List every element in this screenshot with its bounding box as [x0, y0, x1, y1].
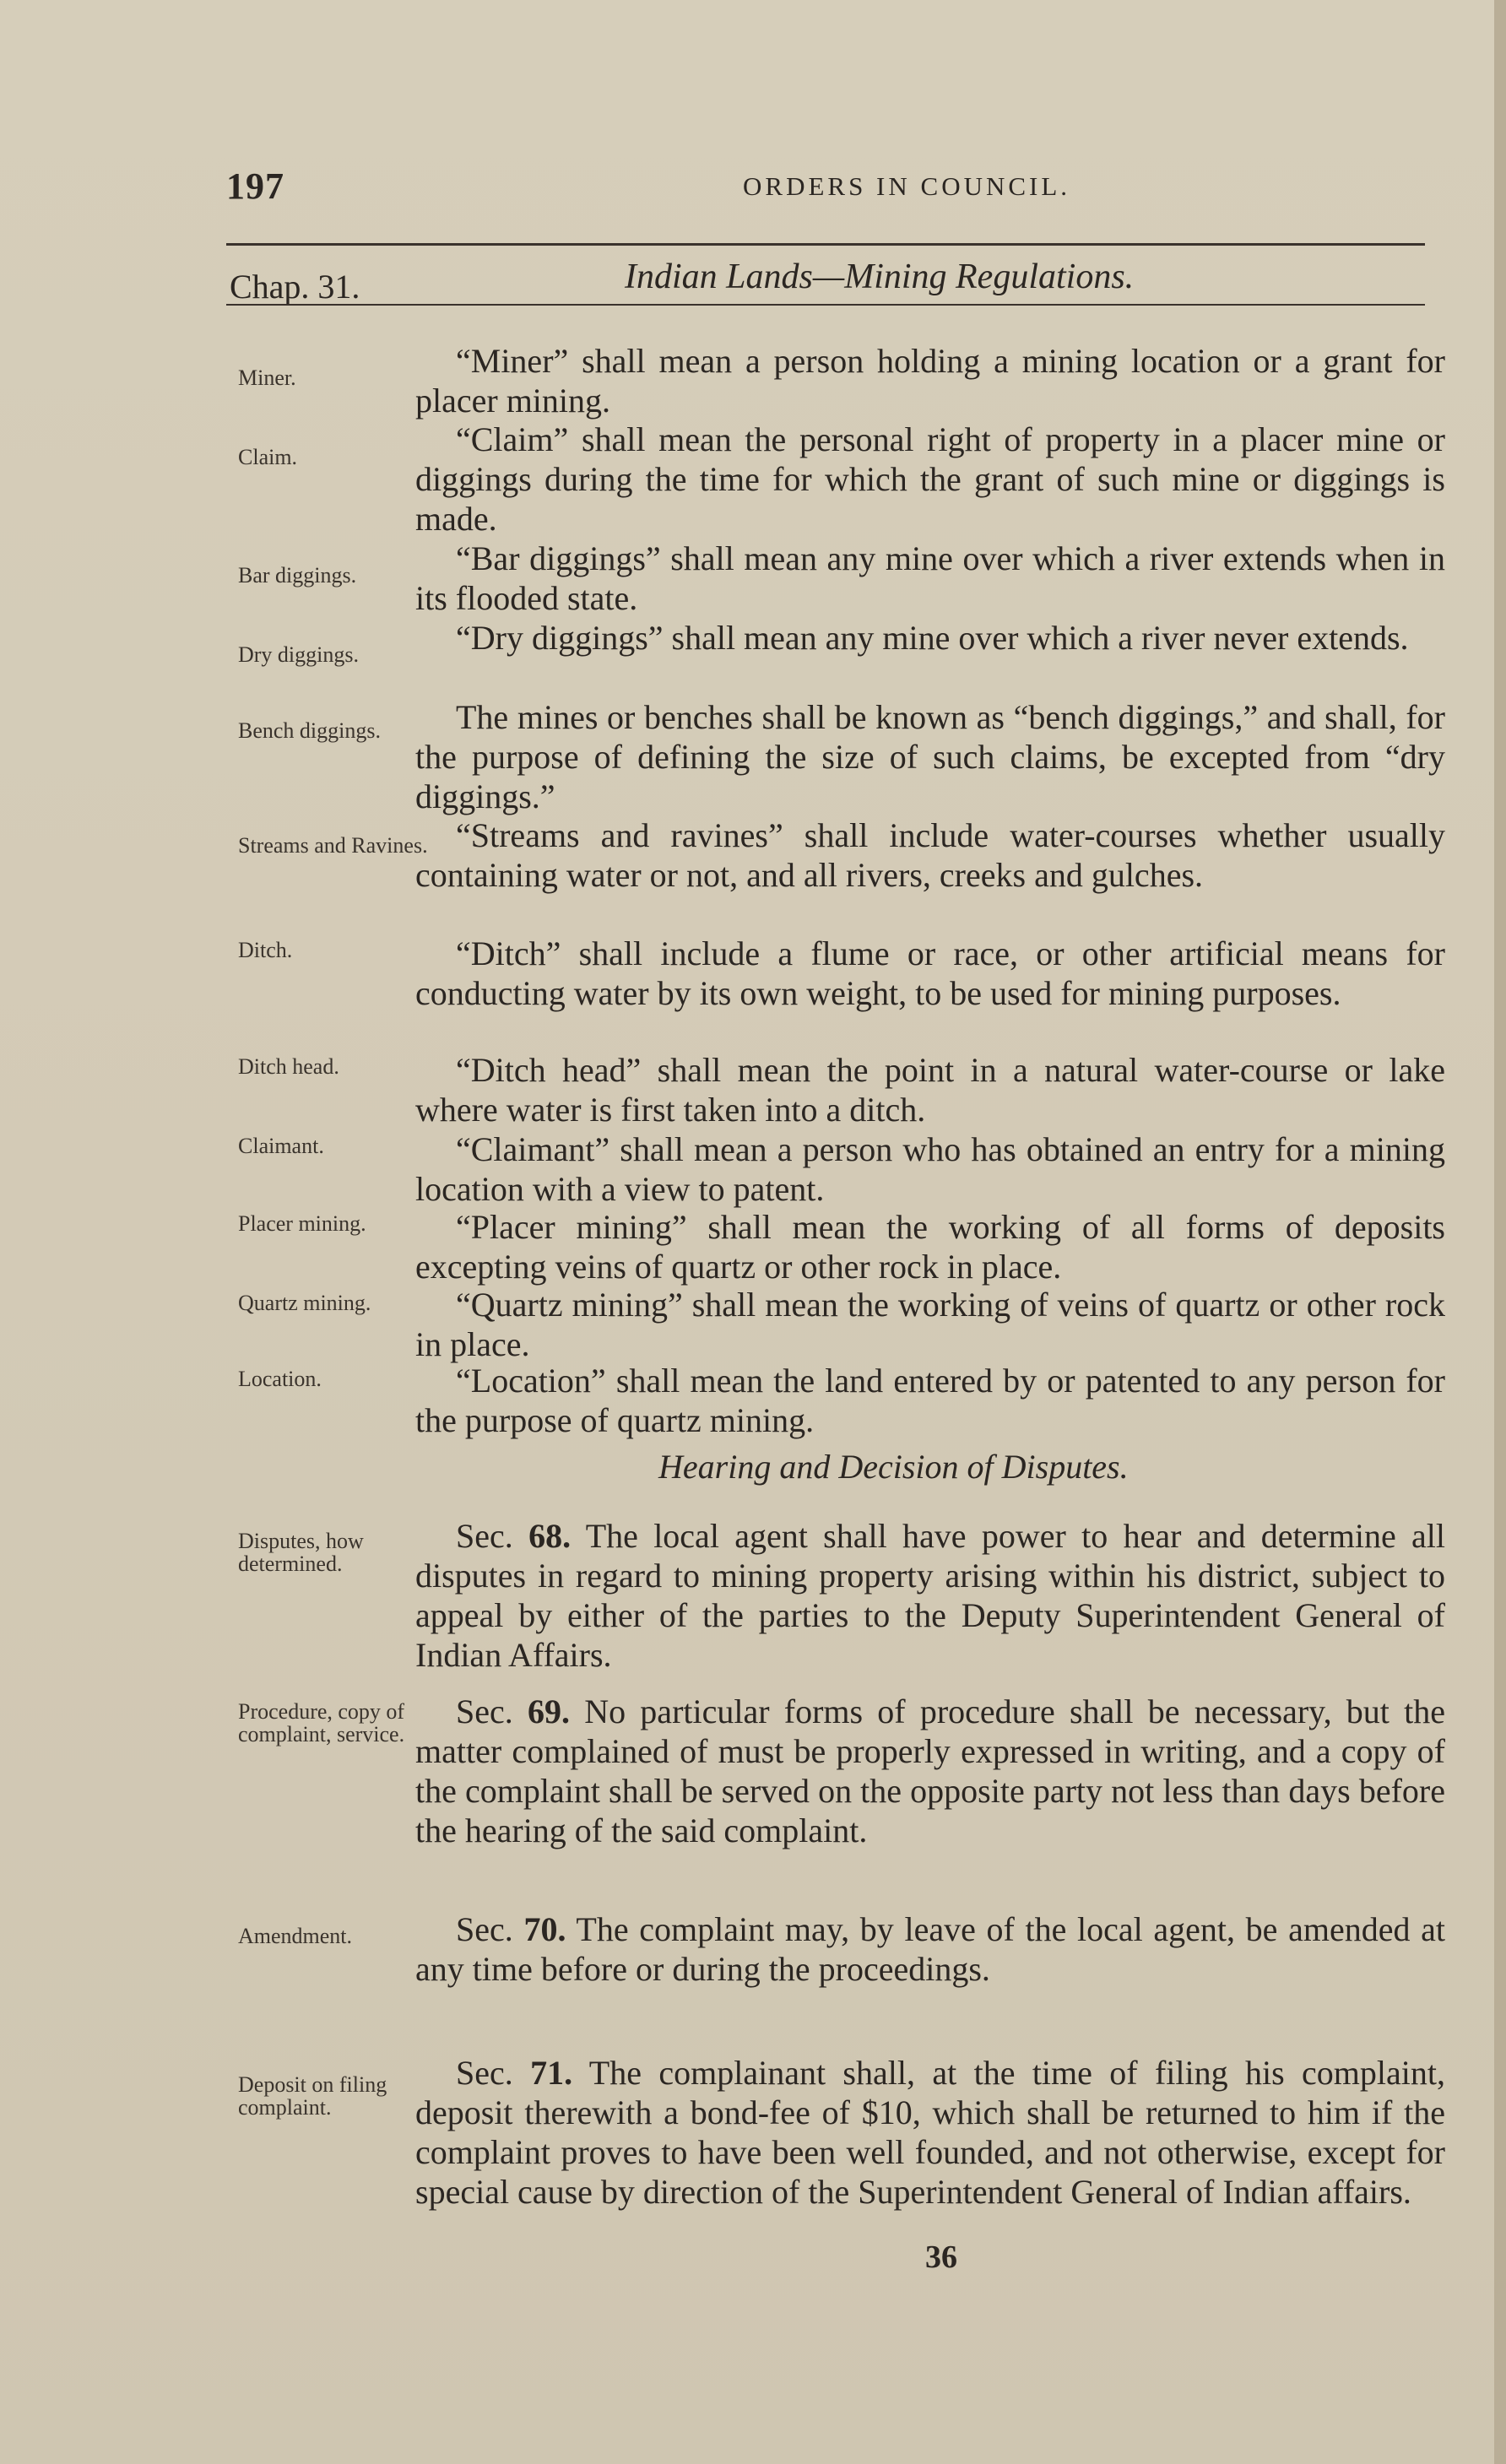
definition-ditch-head: “Ditch head” shall mean the point in a natural water-course or lake where water is first taken into a ditch.: [415, 1051, 1445, 1129]
definition-quartz-mining: “Quartz mining” shall mean the working of veins of quartz or other rock in place.: [415, 1286, 1445, 1363]
margin-note-bar-diggings: Bar diggings.: [238, 563, 357, 588]
running-title: ORDERS IN COUNCIL.: [743, 171, 1071, 201]
sec-70-label: Sec.: [456, 1910, 513, 1948]
margin-note-placer-mining: Placer mining.: [238, 1211, 366, 1236]
definition-ditch: “Ditch” shall include a flume or race, or other artificial means for conducting water by its own weight, to be used for mining purposes.: [415, 934, 1445, 1012]
page-edge: [1494, 0, 1506, 2464]
sec-69-label: Sec.: [456, 1692, 513, 1730]
margin-note-ditch-head: Ditch head.: [238, 1054, 339, 1079]
header-rule-bottom: [226, 304, 1425, 306]
header-rule-top: [226, 243, 1425, 246]
margin-note-sec-71: Deposit on filing complaint.: [238, 2072, 387, 2120]
chapter-title: Indian Lands—Mining Regulations.: [625, 257, 1135, 296]
section-69: [415, 1692, 1445, 1850]
definition-location: “Location” shall mean the land entered by or patented to any person for the purpose of quartz mining.: [415, 1362, 1445, 1439]
page-number: 197: [226, 165, 284, 207]
running-head: [0, 165, 1506, 215]
margin-note-miner: Miner.: [238, 366, 296, 390]
sec-71-number: 71.: [530, 2054, 573, 2092]
definition-miner: “Miner” shall mean a person holding a mining location or a grant for placer mining.: [415, 342, 1445, 420]
margin-note-bench-diggings: Bench diggings.: [238, 718, 381, 743]
sec-71-label: Sec.: [456, 2054, 513, 2092]
sec-70-number: 70.: [523, 1910, 566, 1948]
section-71: [415, 2053, 1445, 2212]
sec-70-text: The complaint may, by leave of the local agent, be amended at any time before or during the proceedings.: [415, 1910, 1446, 1988]
signature-mark: 36: [925, 2239, 957, 2275]
definition-bar-diggings: “Bar diggings” shall mean any mine over which a river extends when in its flooded state.: [415, 539, 1445, 617]
margin-note-quartz-mining: Quartz mining.: [238, 1291, 371, 1315]
sec-68-label: Sec.: [456, 1517, 513, 1555]
definition-streams-ravines: “Streams and ravines” shall include water-courses whether usually containing water or not, and all rivers, creeks and gulches.: [415, 816, 1445, 894]
section-70: [415, 1909, 1445, 1989]
margin-note-claim: Claim.: [238, 445, 298, 469]
sec-68-number: 68.: [528, 1517, 572, 1555]
definition-claimant: “Claimant” shall mean a person who has obtained an entry for a mining location with a view to patent.: [415, 1130, 1445, 1208]
sec-71-text: The complainant shall, at the time of filing his complaint, deposit therewith a bond-fee of $10, which shall be returned to him if the complaint proves to have been well founded, and not otherwise, except for special cause by direction of the Superintendent General of Indian affairs.: [415, 2054, 1446, 2211]
definition-dry-diggings: “Dry diggings” shall mean any mine over which a river never extends.: [456, 619, 1409, 657]
sec-69-number: 69.: [527, 1692, 570, 1730]
definition-placer-mining: “Placer mining” shall mean the working of all forms of deposits excepting veins of quartz or other rock in place.: [415, 1208, 1445, 1286]
margin-note-dry-diggings: Dry diggings.: [238, 642, 359, 667]
definition-bench-diggings: The mines or benches shall be known as “bench diggings,” and shall, for the purpose of defining the size of such claims, be excepted from “dry diggings.”: [415, 698, 1445, 815]
margin-note-sec-68: Disputes, how determined.: [238, 1529, 364, 1576]
sec-69-text: No particular forms of procedure shall be necessary, but the matter complained of must be properly expressed in writing, and a copy of the complaint shall be served on the opposite party not less than days before the hearing of the said complaint.: [415, 1692, 1445, 1849]
section-68: [415, 1516, 1445, 1675]
chapter-label: Chap. 31.: [230, 268, 360, 306]
section-heading: Hearing and Decision of Disputes.: [658, 1448, 1129, 1486]
margin-note-streams-ravines: Streams and Ravines.: [238, 833, 428, 858]
margin-note-location: Location.: [238, 1367, 322, 1391]
margin-note-sec-70: Amendment.: [238, 1924, 353, 1948]
definition-claim: “Claim” shall mean the personal right of property in a placer mine or diggings during the time for which the grant of such mine or diggings is made.: [415, 420, 1445, 538]
margin-note-sec-69: Procedure, copy of complaint, service.: [238, 1699, 405, 1746]
margin-note-claimant: Claimant.: [238, 1134, 324, 1158]
margin-note-ditch: Ditch.: [238, 938, 293, 962]
sec-68-text: The local agent shall have power to hear and determine all disputes in regard to mining property arising within his district, subject to appeal by either of the parties to the Deputy Superintendent General of Indian Affairs.: [415, 1517, 1446, 1674]
